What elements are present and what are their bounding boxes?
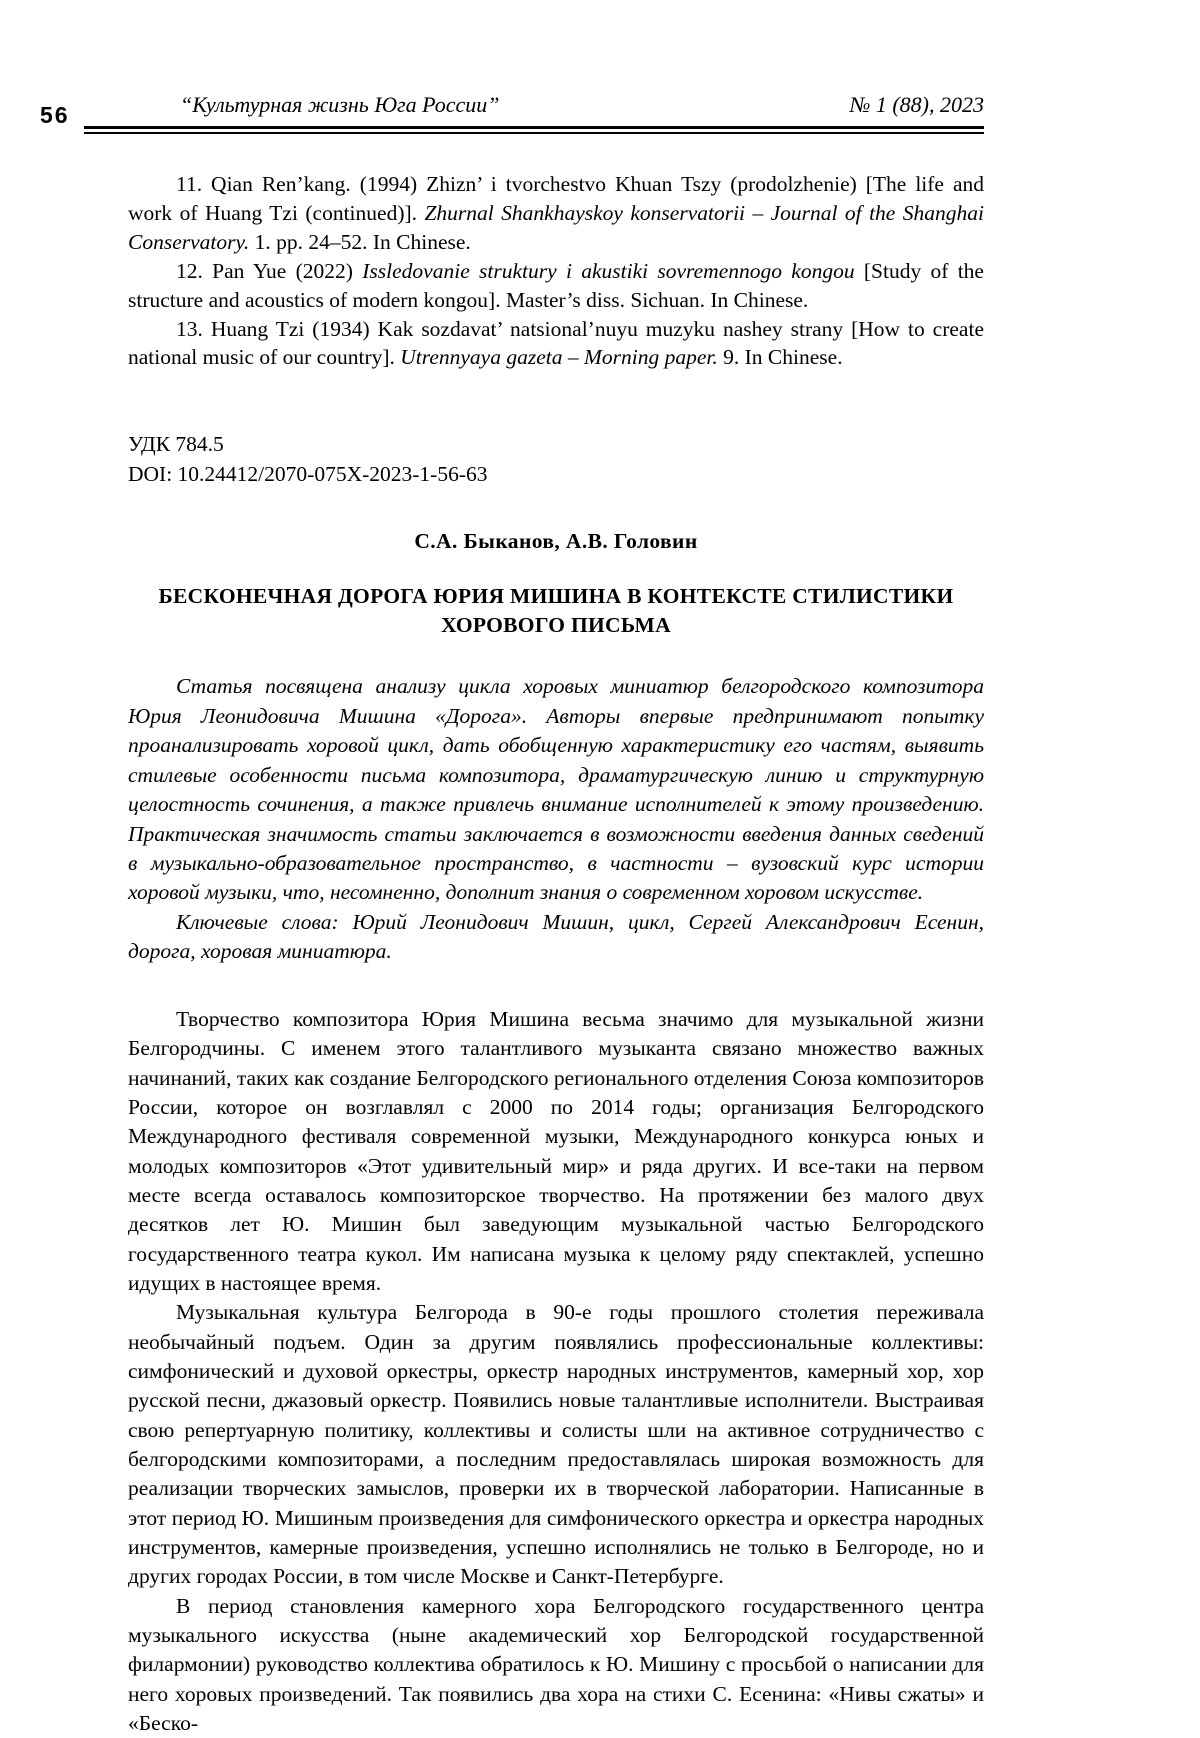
keywords-values: Юрий Леонидович Мишин, цикл, Сергей Александрович Есенин, дорога, хоровая миниатюра.: [128, 909, 985, 964]
header-rule: [84, 126, 984, 134]
reference-text-part2: [Study of the structure and acoustics of modern kongou]. Master’s diss. Sichuan. In Chinese.: [128, 258, 984, 312]
reference-source-italic: Zhurnal Shankhayskoy konservatorii – Journal of the Shanghai Conservatory.: [128, 200, 984, 254]
page-content: [40, 0, 985, 1738]
article-authors: С.А. Быканов, А.В. Головин: [414, 528, 698, 553]
issue-info: № 1 (88), 2023: [849, 92, 984, 117]
reference-text-part1: 12. Pan Yue (2022): [176, 258, 363, 283]
body-paragraph: Творчество композитора Юрия Мишина весьма значимо для музыкальной жизни Белгородчины. С именем этого талантливого музыканта связано множество важных начинаний, таких как создание Белгородского регионального отделения Союза композиторов России, которое он возглавлял с 2000 по 2014 годы; организация Белгородского Международного фестиваля современной музыки, Международного конкурса юных и молодых композиторов «Этот удивительный мир» и ряда других. И все-таки на первом месте всегда оставалось композиторское творчество. На протяжении без малого двух десятков лет Ю. Мишин был заведующим музыкальной частью Белгородского государственного театра кукол. Им написана музыка к целому ряду спектаклей, успешно идущих в настоящее время.: [128, 1006, 984, 1295]
abstract-text: Статья посвящена анализу цикла хоровых миниатюр белгородского композитора Юрия Леонидовича Мишина «Дорога». Авторы впервые предпринимают попытку проанализировать хоровой цикл, дать обобщенную характеристику его частям, выявить стилевые особенности письма композитора, драматургическую линию и структурную целостность сочинения, а также привлечь внимание исполнителей к этому произведению. Практическая значимость статьи заключается в возможности введения данных сведений в музыкально-образовательное пространство, в частности – вузовский курс истории хоровой музыки, что, несомненно, дополнит знания о современном хоровом искусстве.: [128, 674, 984, 905]
reference-text-part2: 9. In Chinese.: [717, 345, 843, 370]
reference-text-part2: 1. pp. 24–52. In Chinese.: [249, 229, 471, 254]
journal-title: “Культурная жизнь Юга России”: [180, 92, 500, 117]
reference-text-part1: 11. Qian Ren’kang. (1994) Zhizn’ i tvorchestvo Khuan Tszy (prodolzhenie) [The life and work of Huang Tzi (continued)].: [128, 172, 984, 225]
abstract-block: [128, 672, 984, 967]
body-paragraph: Музыкальная культура Белгорода в 90-е годы прошлого столетия переживала необычайный подъем. Один за другим появлялись профессиональные коллективы: симфонический и духовой оркестры, оркестр народных инструментов, камерный хор, хор русской песни, джазовый оркестр. Появились новые талантливые исполнители. Выстраивая свою репертуарную политику, коллективы и солисты шли на активное сотрудничество с белгородскими композиторами, а последним предоставлялась широкая возможность для реализации творческих замыслов, проверки их в творческой лаборатории. Написанные в этот период Ю. Мишиным произведения для симфонического оркестра и оркестра народных инструментов, камерные произведения, успешно исполнялись не только в Белгороде, но и других городах России, в том числе Москве и Санкт-Петербурге.: [128, 1300, 984, 1589]
article-title: БЕСКОНЕЧНАЯ ДОРОГА ЮРИЯ МИШИНА В КОНТЕКСТЕ СТИЛИСТИКИ ХОРОВОГО ПИСЬМА: [158, 583, 954, 638]
reference-item: [128, 170, 984, 257]
reference-source-italic: Issledovanie struktury i akustiki sovremennogo kongou: [362, 258, 855, 283]
article-body: [128, 1005, 984, 1738]
keywords-line: [128, 908, 984, 967]
page-number: 56: [40, 102, 70, 128]
udk-code: УДК 784.5: [128, 432, 224, 457]
reference-list: [128, 170, 984, 372]
doi-code: DOI: 10.24412/2070-075X-2023-1-56-63: [128, 461, 488, 486]
keywords-label: Ключевые слова:: [176, 909, 339, 934]
article-identifiers: [128, 430, 984, 488]
reference-source-italic: Utrennyaya gazeta – Morning paper.: [400, 345, 718, 370]
reference-item: [128, 257, 984, 315]
page-header: [40, 88, 984, 130]
reference-item: [128, 315, 984, 373]
reference-text-part1: 13. Huang Tzi (1934) Kak sozdavat’ natsional’nuyu muzyku nashey strany [How to create national music of our country].: [128, 316, 984, 370]
body-paragraph: В период становления камерного хора Белгородского государственного центра музыкального искусства (ныне академический хор Белгородской государственной филармонии) руководство коллектива обратилось к Ю. Мишину с просьбой о написании для него хоровых произведений. Так появились два хора на стихи С. Есенина: «Нивы сжаты» и «Беско-: [128, 1593, 984, 1736]
